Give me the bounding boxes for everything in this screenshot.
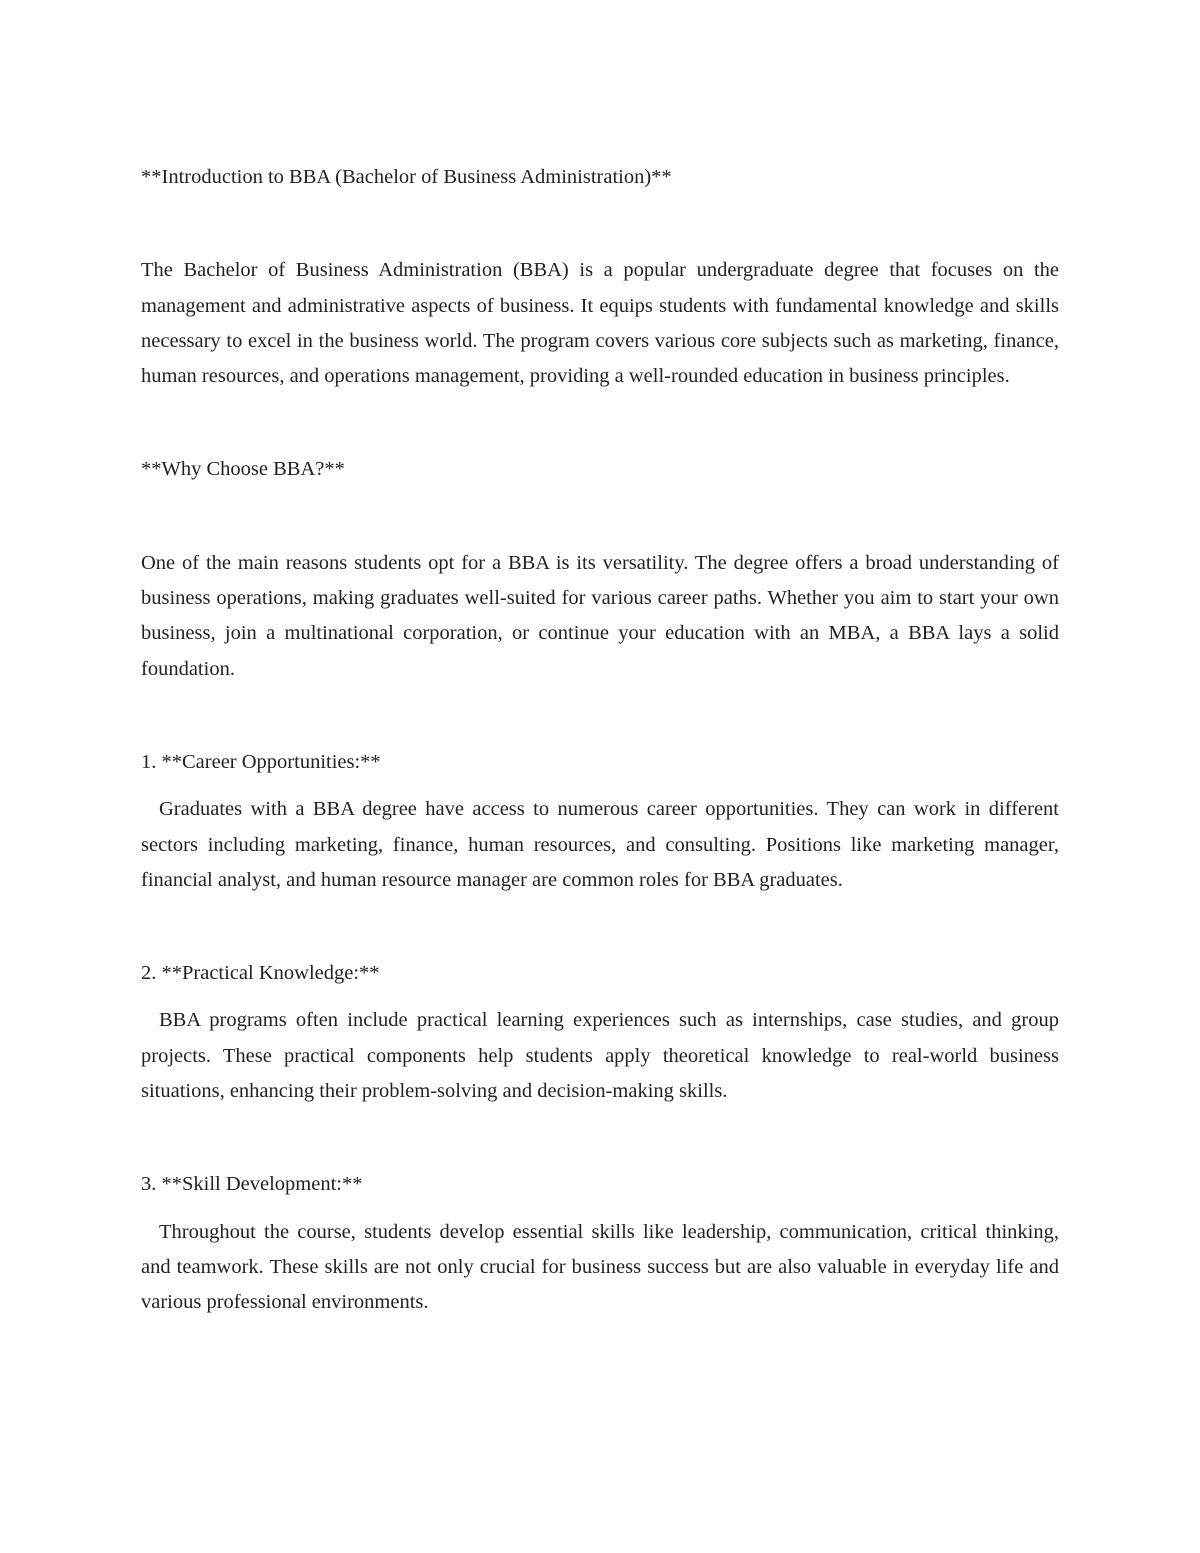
practical-knowledge-body: BBA programs often include practical learning experiences such as internships, case studies, and group projects. These practical components help students apply theoretical knowledge to real-world business situations, enhancing their problem-solving and decision-making skills. xyxy=(141,1009,1059,1103)
intro-heading: **Introduction to BBA (Bachelor of Business Administration)** xyxy=(141,166,672,188)
why-heading: **Why Choose BBA?** xyxy=(141,458,345,481)
why-paragraph: One of the main reasons students opt for a BBA is its versatility. The degree offers a broad understanding of business operations, making graduates well-suited for various career paths. Whether you aim to start your own business, join a multinational corporation, or continue your education with an MBA, a BBA lays a solid foundation. xyxy=(141,551,1059,680)
career-opportunities-body: Graduates with a BBA degree have access to numerous career opportunities. They can work in different sectors including marketing, finance, human resources, and consulting. Positions like marketing manager, financial analyst, and human resource manager are common roles for BBA graduates. xyxy=(141,798,1059,891)
intro-paragraph: The Bachelor of Business Administration (BBA) is a popular undergraduate degree that focuses on the management and administrative aspects of business. It equips students with fundamental knowledge and skills necessary to excel in the business world. The program covers various core subjects such as marketing, finance, human resources, and operations management, providing a well-rounded education in business principles. xyxy=(141,259,1059,388)
career-opportunities-heading: 1. **Career Opportunities:** xyxy=(141,750,381,773)
skill-development-heading: 3. **Skill Development:** xyxy=(141,1173,363,1196)
document-body xyxy=(141,160,1059,1321)
practical-knowledge-heading: 2. **Practical Knowledge:** xyxy=(141,962,380,985)
skill-development-body: Throughout the course, students develop essential skills like leadership, communication, critical thinking, and teamwork. These skills are not only crucial for business success but are also valuable in everyday life and various professional environments. xyxy=(141,1220,1059,1314)
